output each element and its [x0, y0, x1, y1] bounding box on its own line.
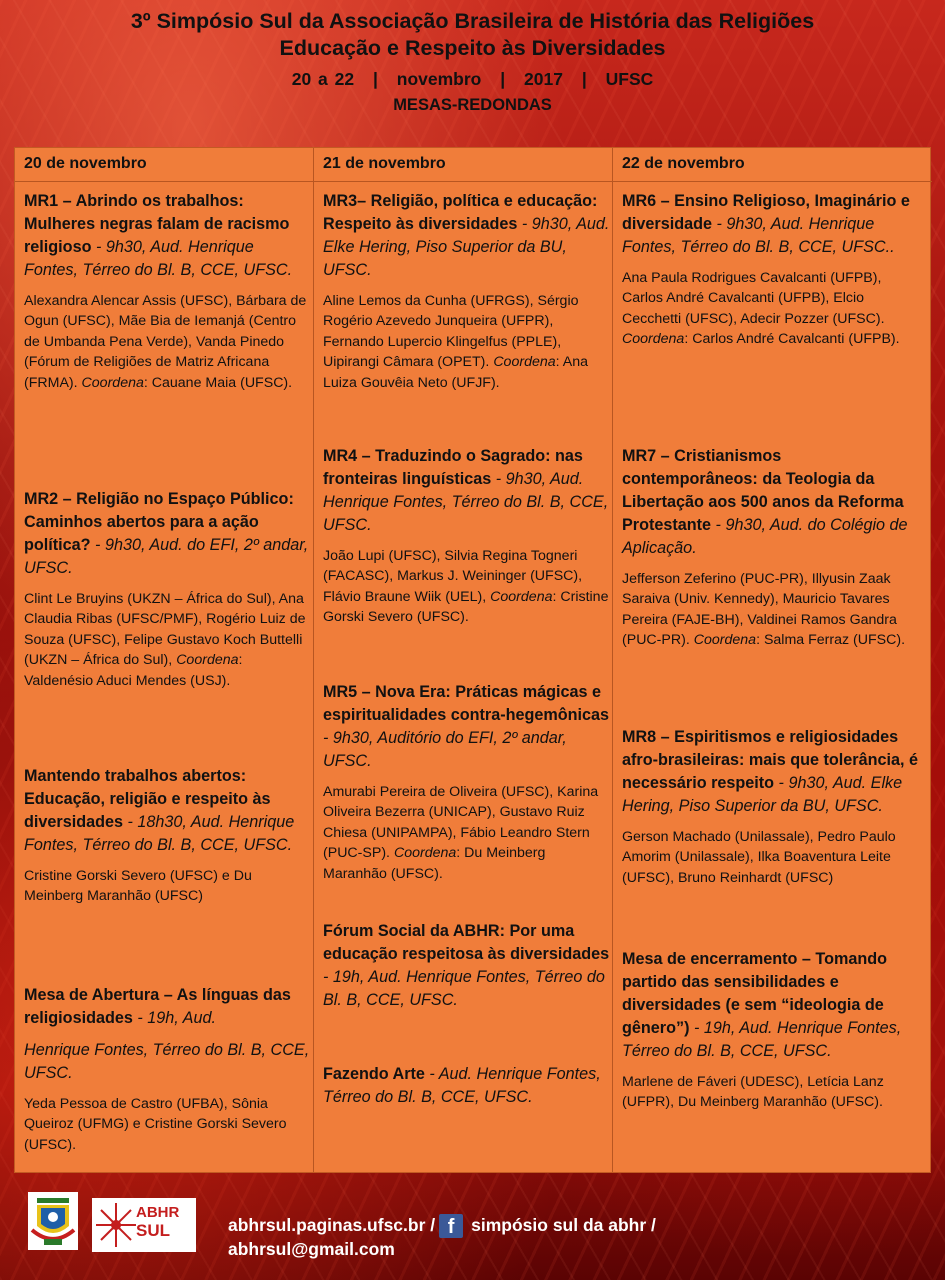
- session-info: - 9h30, Aud. do EFI, 2º andar, UFSC.: [24, 536, 309, 577]
- event-theme: Educação e Respeito às Diversidades: [279, 36, 666, 60]
- poster-footer: [0, 1180, 945, 1280]
- day-column-21: [314, 148, 613, 1172]
- session-mr3: [323, 190, 611, 393]
- session-info: - 9h30, Aud. Elke Hering, Piso Superior da BU, UFSC.: [323, 215, 610, 279]
- session-title: MR1 – Abrindo os trabalhos: Mulheres negras falam de racismo religioso: [24, 192, 290, 256]
- contact-links: [228, 1214, 656, 1260]
- facebook-icon[interactable]: f: [439, 1214, 463, 1238]
- session-participants: Aline Lemos da Cunha (UFRGS), Sérgio Rogério Azevedo Junqueira (UFPR), Fernando Lupercio Klingelfus (PPLE), Uipirangi Câmara (OPET).: [323, 293, 579, 371]
- session-mr4: [323, 445, 611, 628]
- session-title: Fazendo Arte: [323, 1065, 425, 1083]
- ufsc-brasao-icon: [28, 1192, 78, 1250]
- session-participants: Alexandra Alencar Assis (UFSC), Bárbara de Ogun (UFSC), Mãe Bia de Iemanjá (Centro de Umbanda Pena Verde), Vanda Pinedo (Fórum de Religiões de Matriz Africana (FRMA).: [24, 293, 307, 391]
- session-abertura: [24, 984, 312, 1155]
- session-participants: Cristine Gorski Severo (UFSC) e Du Meinberg Maranhão (UFSC): [24, 868, 252, 905]
- session-title: MR5 – Nova Era: Práticas mágicas e espiritualidades contra-hegemônicas: [323, 683, 610, 724]
- session-title: MR7 – Cristianismos contemporâneos: da Teologia da Libertação aos 500 anos da Reforma Protestante: [622, 447, 904, 534]
- session-title: Mesa de Abertura – As línguas das religiosidades: [24, 986, 291, 1027]
- coordinator-label: Coordena: [622, 331, 685, 348]
- session-participants: Marlene de Fáveri (UDESC), Letícia Lanz (UFPR), Du Meinberg Maranhão (UFSC).: [622, 1074, 884, 1111]
- session-info: - 19h, Aud. Henrique Fontes, Térreo do Bl. B, CCE, UFSC.: [323, 968, 605, 1009]
- day-heading: 20 de novembro: [15, 148, 313, 182]
- session-mr7: [622, 445, 918, 651]
- coordinator-name: : Ana Luiza Gouvêia Neto (UFJF).: [323, 354, 588, 391]
- coordinator-label: Coordena: [81, 374, 144, 391]
- session-title: Mantendo trabalhos abertos: Educação, religião e respeito às diversidades: [24, 767, 271, 831]
- session-participants: Jefferson Zeferino (PUC-PR), Illyusin Zaak Saraiva (Univ. Kennedy), Mauricio Tavares Pereira (FAJE-BH), Valdinei Ramos Gandra (PUC-PR).: [622, 571, 897, 649]
- event-place: UFSC: [605, 69, 654, 89]
- session-title: Fórum Social da ABHR: Por uma educação respeitosa às diversidades: [323, 922, 610, 963]
- coordinator-name: : Cauane Maia (UFSC).: [143, 374, 293, 391]
- separator: |: [500, 69, 506, 89]
- coordinator-label: Coordena: [393, 845, 457, 862]
- session-participants: Gerson Machado (Unilassale), Pedro Paulo Amorim (Unilassale), Ilka Boaventura Leite (UFSC), Bruno Reinhardt (UFSC): [622, 829, 896, 886]
- email-link[interactable]: abhrsul@gmail.com: [228, 1239, 395, 1260]
- session-info: - Aud. Henrique Fontes, Térreo do Bl. B, CCE, UFSC.: [323, 1065, 601, 1106]
- session-info: - 9h30, Auditório do EFI, 2º andar, UFSC.: [323, 729, 567, 770]
- session-mr8: [622, 726, 918, 888]
- poster-header: [0, 8, 945, 116]
- coordinator-name: : Valdenésio Aduci Mendes (USJ).: [24, 652, 243, 689]
- coordinator-label: Coordena: [693, 632, 757, 649]
- session-participants: Amurabi Pereira de Oliveira (UFSC), Karina Oliveira Bezerra (UNICAP), Gustavo Ruiz Chiesa (UNIPAMPA), Fábio Leandro Stern (PUC-SP).: [323, 784, 599, 862]
- session-mr6: [622, 190, 918, 350]
- session-title: Mesa de encerramento – Tomando partido das sensibilidades e diversidades (e sem “ideologia de gênero”): [622, 950, 888, 1037]
- session-info: - 19h, Aud. Henrique Fontes, Térreo do Bl. B, CCE, UFSC.: [622, 1019, 902, 1060]
- session-participants: João Lupi (UFSC), Silvia Regina Togneri (FACASC), Markus J. Weininger (UFSC), Flávio Braune Wiik (UEL),: [323, 548, 583, 605]
- session-forum-social: [323, 920, 611, 1012]
- coordinator-name: : Cristine Gorski Severo (UFSC).: [323, 588, 609, 626]
- separator: |: [372, 69, 378, 89]
- session-info: - 9h30, Aud. Elke Hering, Piso Superior da BU, UFSC.: [622, 774, 903, 815]
- abhr-logo-text: ABHR SUL: [136, 1204, 180, 1240]
- session-info: - 19h, Aud.: [132, 1009, 216, 1027]
- session-info: - 9h30, Aud. Henrique Fontes, Térreo do Bl. B, CCE, UFSC.: [323, 470, 609, 534]
- session-participants: Yeda Pessoa de Castro (UFBA), Sônia Queiroz (UFMG) e Cristine Gorski Severo (UFSC).: [24, 1096, 287, 1153]
- session-mr1: [24, 190, 312, 393]
- event-dates: 20 a 22: [291, 69, 355, 89]
- session-info: - 9h30, Aud. Henrique Fontes, Térreo do Bl. B, CCE, UFSC..: [622, 215, 895, 256]
- day-column-20: [15, 148, 314, 1172]
- event-year: 2017: [524, 69, 563, 89]
- coordinator-label: Coordena: [490, 588, 553, 605]
- event-title: 3º Simpósio Sul da Associação Brasileira de História das Religiões: [130, 9, 815, 33]
- session-mr5: [323, 681, 611, 884]
- event-month: novembro: [396, 69, 482, 89]
- session-title: MR4 – Traduzindo o Sagrado: nas fronteiras linguísticas: [323, 447, 583, 488]
- separator: |: [581, 69, 587, 89]
- coordinator-name: : Du Meinberg Maranhão (UFSC).: [323, 845, 546, 882]
- session-info: - 9h30, Aud. Henrique Fontes, Térreo do Bl. B, CCE, UFSC.: [24, 238, 293, 279]
- session-location: Henrique Fontes, Térreo do Bl. B, CCE, UFSC.: [24, 1041, 310, 1082]
- session-title: MR3– Religião, política e educação: Respeito às diversidades: [323, 192, 598, 233]
- session-fazendo-arte: [323, 1063, 611, 1109]
- abhr-sunburst-icon: [92, 1198, 196, 1252]
- session-mr2: [24, 488, 312, 691]
- session-title: MR6 – Ensino Religioso, Imaginário e diversidade: [622, 192, 910, 233]
- session-title: MR2 – Religião no Espaço Público: Caminhos abertos para a ação política?: [24, 490, 294, 554]
- coordinator-name: : Carlos André Cavalcanti (UFPB).: [684, 331, 900, 348]
- session-mantendo: [24, 765, 312, 907]
- session-info: - 18h30, Aud. Henrique Fontes, Térreo do Bl. B, CCE, UFSC.: [24, 813, 295, 854]
- event-subtitle: MESAS-REDONDAS: [393, 96, 552, 114]
- event-dates-line: [0, 64, 945, 94]
- session-participants: Clint Le Bruyins (UKZN – África do Sul), Ana Claudia Ribas (UFSC/PMF), Rogério Luiz de Souza (UFSC), Felipe Gustavo Koch Buttelli (UKZN – África do Sul),: [24, 591, 306, 669]
- coordinator-label: Coordena: [176, 652, 239, 669]
- coordinator-label: Coordena: [493, 354, 556, 371]
- program-panel: [14, 147, 931, 1173]
- day-heading: 21 de novembro: [314, 148, 612, 182]
- session-title: MR8 – Espiritismos e religiosidades afro-brasileiras: mais que tolerância, é necessário respeito: [622, 728, 918, 792]
- session-encerramento: [622, 948, 918, 1113]
- coordinator-name: : Salma Ferraz (UFSC).: [756, 632, 906, 649]
- day-heading: 22 de novembro: [613, 148, 932, 182]
- site-link[interactable]: abhrsul.paginas.ufsc.br /: [228, 1215, 436, 1235]
- day-column-22: [613, 148, 932, 1172]
- session-info: - 9h30, Aud. do Colégio de Aplicação.: [622, 516, 908, 557]
- facebook-page-link[interactable]: simpósio sul da abhr /: [471, 1215, 656, 1235]
- session-participants: Ana Paula Rodrigues Cavalcanti (UFPB), Carlos André Cavalcanti (UFPB), Elcio Cecchetti (UFSC), Adecir Pozzer (UFSC).: [622, 270, 885, 327]
